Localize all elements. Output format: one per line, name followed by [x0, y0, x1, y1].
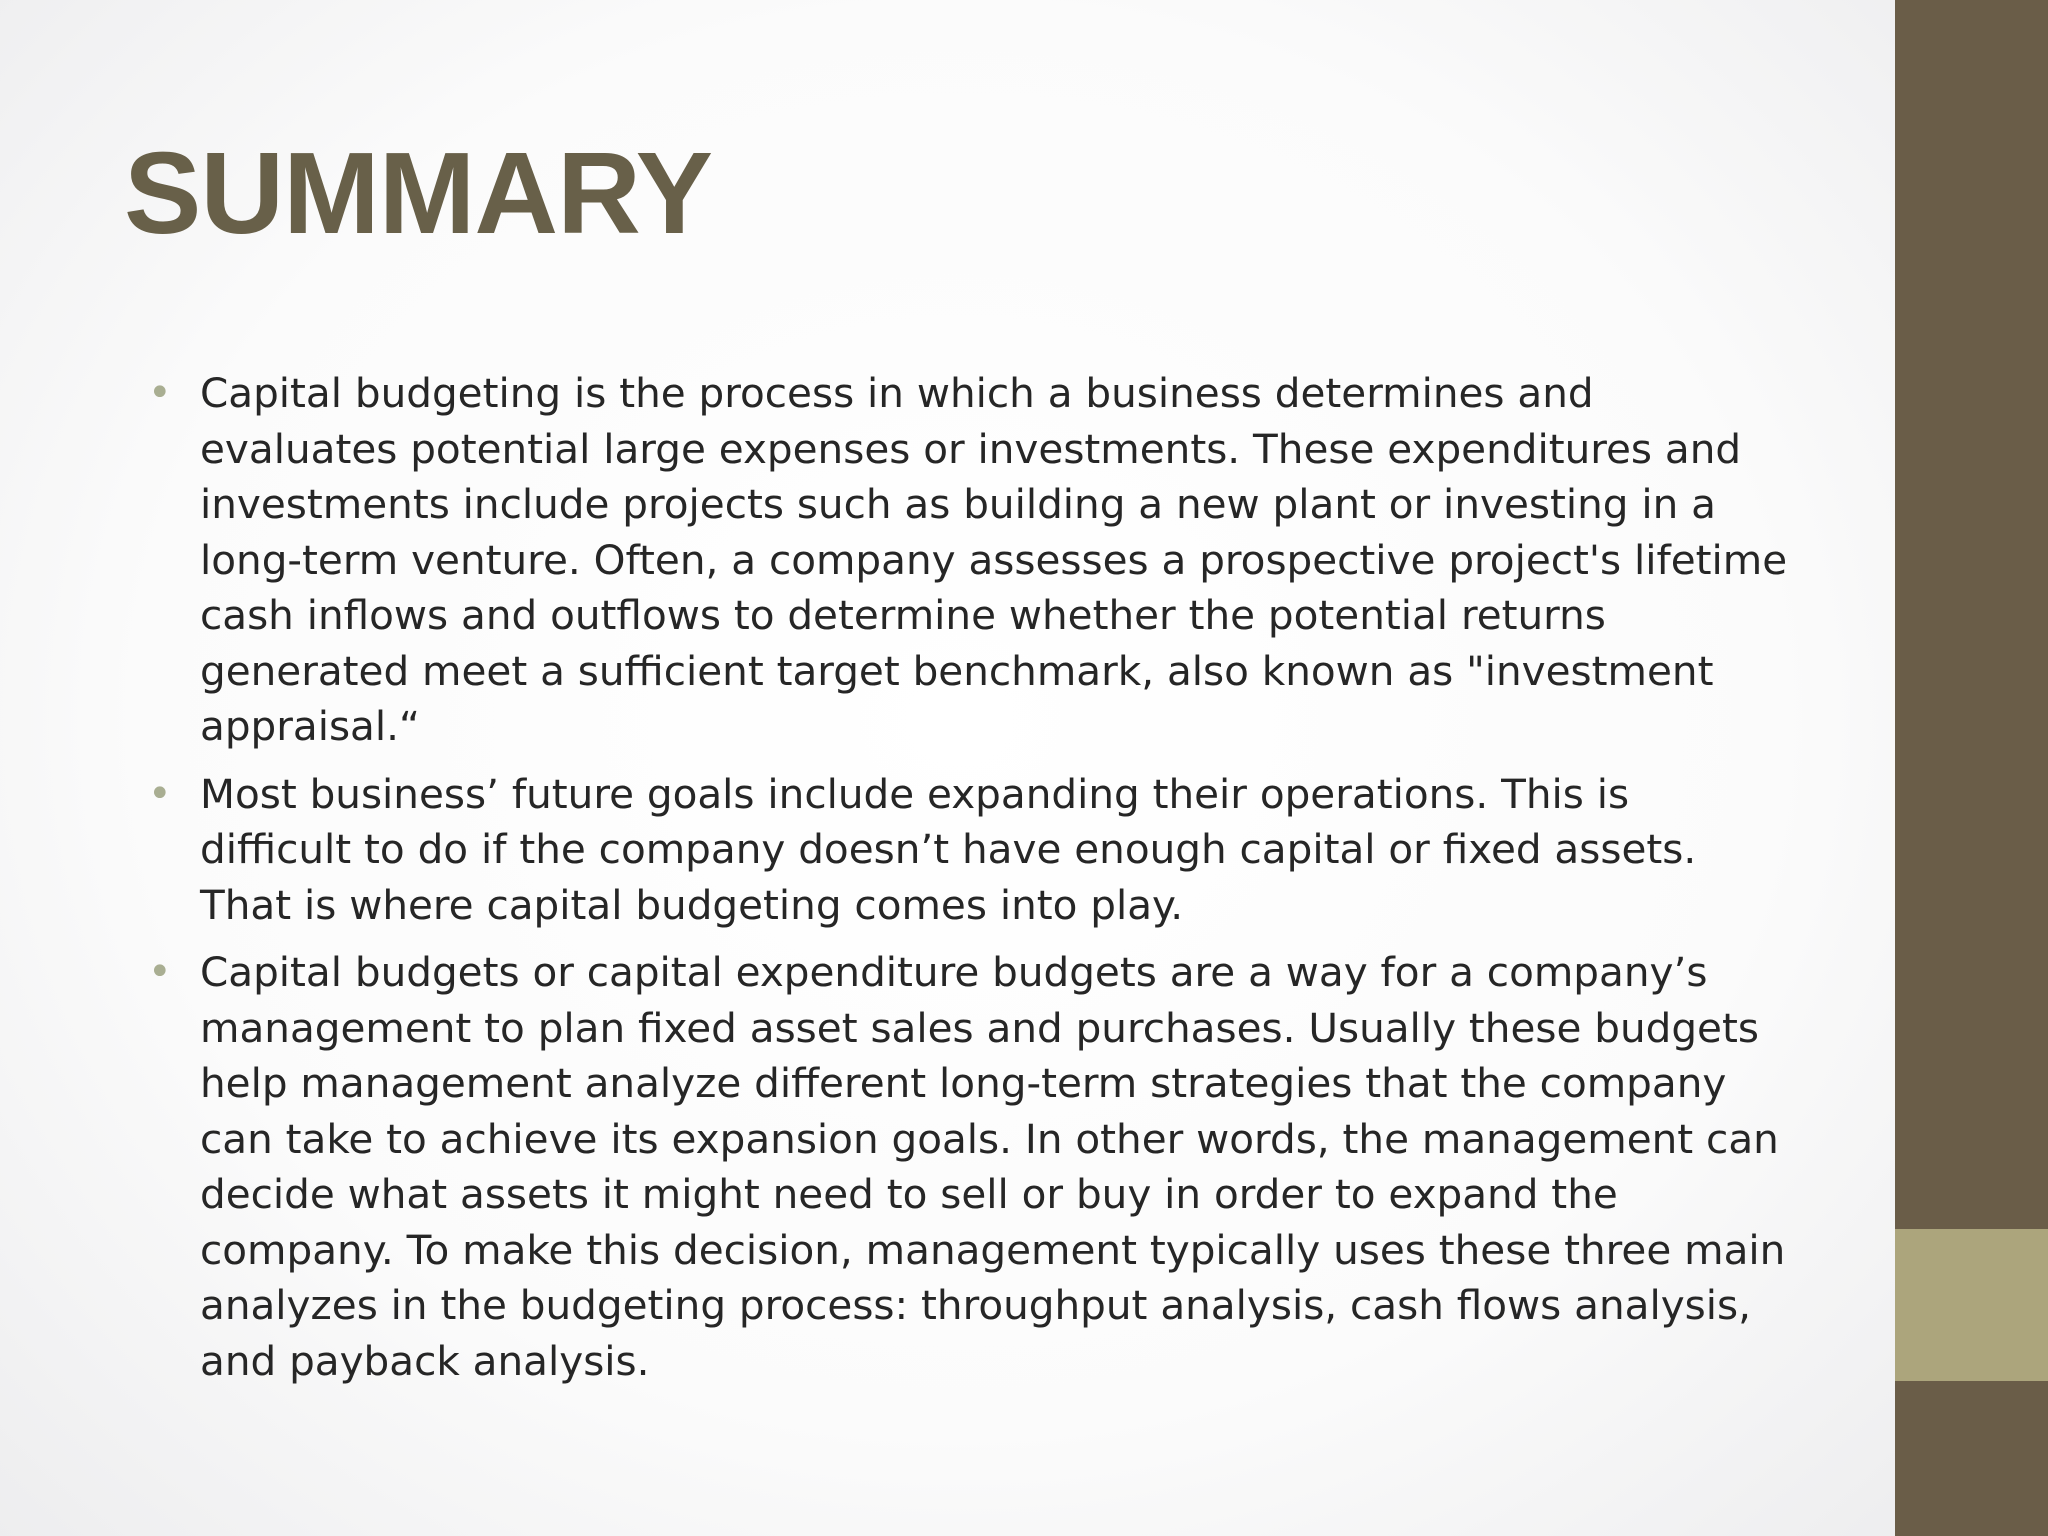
bullet-text: Most business’ future goals include expanding their operations. This is difficult to do if the company doesn’t have enough capital or fixed assets. That is where capital budgeting comes into play.: [200, 769, 1697, 929]
bullet-icon: •: [148, 770, 172, 817]
bullet-item: [148, 366, 1788, 755]
bullet-item: [148, 945, 1788, 1389]
bullet-list: [148, 366, 1788, 1401]
bullet-item: [148, 767, 1788, 934]
side-bar-accent: [1895, 1229, 2048, 1381]
slide-title: SUMMARY: [124, 128, 713, 258]
bullet-icon: •: [148, 949, 172, 995]
bullet-icon: •: [148, 370, 172, 416]
bullet-text: Capital budgeting is the process in which a business determines and evaluates potential large expenses or investments. These expenditures and investments include projects such as building a new plant or investing in a long-term venture. Often, a company assesses a prospective project's lifetime cash inflows and outflows to determine whether the potential returns generated meet a sufficient target benchmark, also known as "investment appraisal.“: [200, 369, 1788, 750]
bullet-text: Capital budgets or capital expenditure budgets are a way for a company’s management to plan fixed asset sales and purchases. Usually these budgets help management analyze different long-term strategies that the company can take to achieve its expansion goals. In other words, the management can decide what assets it might need to sell or buy in order to expand the company. To make this decision, management typically uses these three main analyzes in the budgeting process: throughput analysis, cash flows analysis, and payback analysis.: [200, 948, 1786, 1385]
